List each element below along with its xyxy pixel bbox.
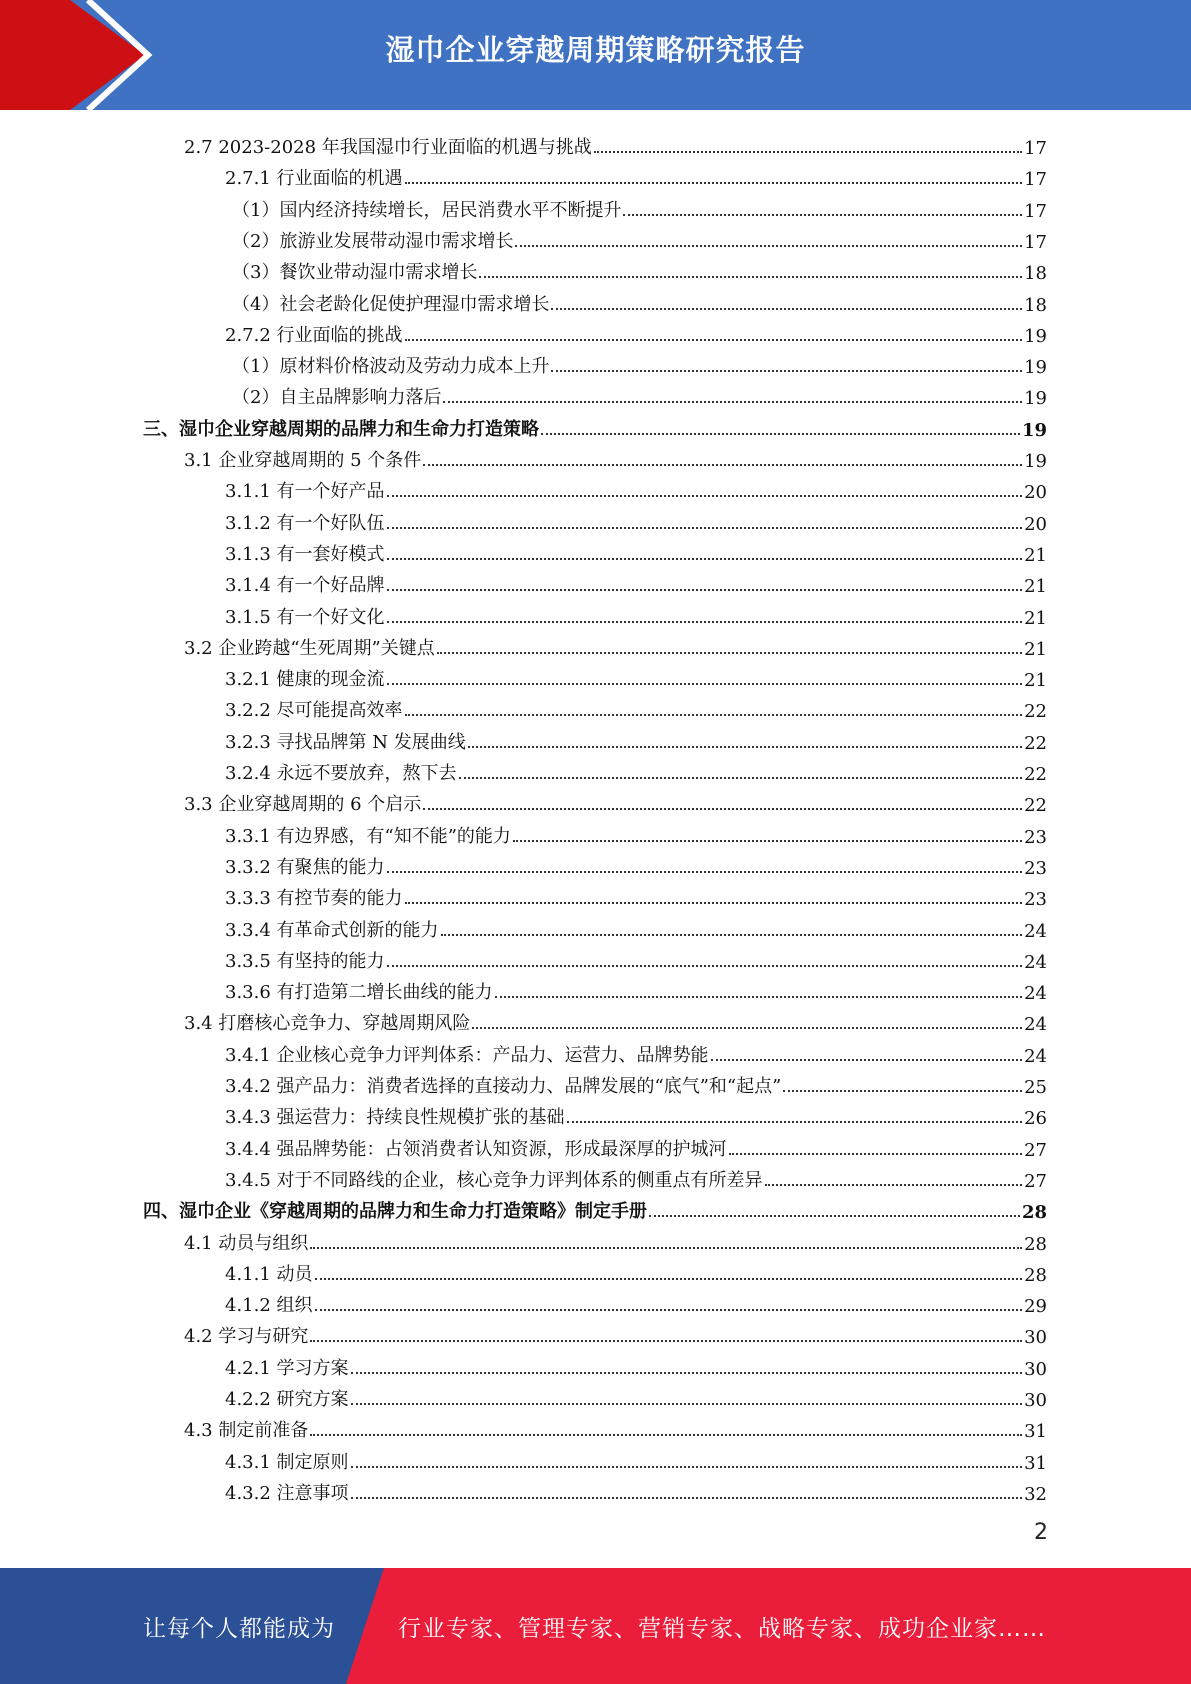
toc-entry-page: 17 [1024, 138, 1047, 159]
toc-dot-leader [551, 308, 1022, 310]
toc-entry-title: 3.2 企业跨越“生死周期”关键点 [184, 637, 435, 659]
toc-entry[interactable] [184, 128, 1047, 159]
toc-entry[interactable] [225, 911, 1047, 942]
toc-entry-title: （1）原材料价格波动及劳动力成本上升 [232, 356, 550, 378]
toc-entry-page: 17 [1024, 169, 1047, 191]
toc-entry-title: 4.3 制定前准备 [184, 1420, 309, 1442]
toc-entry-title: 3.1.1 有一个好产品 [225, 481, 385, 503]
toc-dot-leader [495, 996, 1023, 998]
toc-entry-page: 24 [1024, 951, 1047, 973]
toc-entry-title: 3.4.3 强运营力：持续良性规模扩张的基础 [225, 1107, 565, 1129]
toc-entry-page: 30 [1024, 1358, 1047, 1380]
toc-dot-leader [729, 1153, 1023, 1155]
toc-entry-page: 21 [1024, 607, 1047, 629]
toc-entry[interactable] [184, 1411, 1047, 1442]
toc-entry[interactable] [225, 504, 1047, 535]
toc-dot-leader [387, 965, 1023, 967]
toc-entry[interactable] [225, 1067, 1047, 1098]
toc-entry[interactable] [225, 1380, 1047, 1411]
toc-entry[interactable] [184, 1317, 1047, 1348]
toc-entry[interactable] [225, 566, 1047, 597]
toc-entry[interactable] [184, 1224, 1047, 1255]
toc-entry[interactable] [225, 535, 1047, 566]
toc-dot-leader [387, 527, 1023, 529]
toc-entry[interactable] [225, 1349, 1047, 1380]
toc-entry-page: 22 [1024, 795, 1047, 817]
toc-entry[interactable] [225, 848, 1047, 879]
report-title: 湿巾企业穿越周期策略研究报告 [385, 33, 806, 67]
toc-entry-page: 17 [1024, 231, 1047, 253]
toc-entry-page: 19 [1024, 357, 1047, 379]
header-banner [0, 0, 1191, 110]
toc-entry-page: 24 [1024, 983, 1047, 1005]
toc-entry-page: 27 [1024, 1139, 1047, 1161]
toc-entry-page: 28 [1024, 1264, 1047, 1286]
toc-dot-leader [387, 621, 1023, 623]
toc-entry[interactable] [184, 1004, 1047, 1035]
toc-entry-title: 3.1 企业穿越周期的 5 个条件 [184, 450, 422, 471]
toc-entry-page: 29 [1024, 1296, 1047, 1318]
toc-entry-title: 3.3 企业穿越周期的 6 个启示 [184, 794, 422, 816]
toc-entry-title: 4.3.1 制定原则 [225, 1451, 349, 1473]
toc-dot-leader [405, 339, 1023, 341]
toc-dot-leader [711, 1059, 1023, 1061]
toc-entry-page: 23 [1024, 857, 1047, 879]
toc-entry[interactable] [232, 222, 1047, 253]
toc-entry-page: 20 [1024, 513, 1047, 535]
toc-entry-page: 31 [1024, 1421, 1047, 1443]
toc-entry-page: 26 [1024, 1108, 1047, 1130]
toc-entry-page: 18 [1024, 263, 1047, 285]
toc-dot-leader [594, 151, 1022, 153]
toc-entry[interactable] [232, 378, 1047, 409]
toc-entry-title: 4.1 动员与组织 [184, 1232, 309, 1254]
toc-entry[interactable] [184, 785, 1047, 816]
toc-entry-page: 23 [1024, 826, 1047, 848]
toc-entry[interactable] [225, 598, 1047, 629]
toc-entry-page: 22 [1024, 764, 1047, 785]
toc-entry-title: 3.3.3 有控节奏的能力 [225, 888, 403, 910]
toc-dot-leader [387, 683, 1023, 685]
toc-dot-leader [351, 1497, 1023, 1499]
toc-dot-leader [472, 1027, 1022, 1029]
toc-dot-leader [783, 1090, 1022, 1092]
toc-entry-title: （4）社会老龄化促使护理湿巾需求增长 [232, 293, 550, 315]
toc-entry-page: 19 [1024, 388, 1047, 410]
toc-entry-title: 3.3.6 有打造第二增长曲线的能力 [225, 982, 493, 1004]
toc-dot-leader [405, 182, 1023, 184]
toc-entry[interactable] [225, 879, 1047, 910]
toc-entry[interactable] [225, 1255, 1047, 1286]
toc-dot-leader [623, 214, 1022, 216]
toc-entry-title: 3.2.3 寻找品牌第 N 发展曲线 [225, 731, 466, 753]
toc-entry-page: 18 [1024, 294, 1047, 316]
toc-dot-leader [513, 840, 1022, 842]
toc-entry-page: 17 [1024, 200, 1047, 222]
toc-entry[interactable] [225, 1098, 1047, 1129]
toc-entry-title: 3.4.1 企业核心竞争力评判体系：产品力、运营力、品牌势能 [225, 1044, 709, 1066]
toc-dot-leader [387, 871, 1023, 873]
toc-dot-leader [541, 433, 1020, 435]
toc-entry-page: 23 [1024, 889, 1047, 911]
toc-entry-title: 3.4.5 对于不同路线的企业，核心竞争力评判体系的侧重点有所差异 [225, 1169, 763, 1191]
toc-entry[interactable] [225, 1161, 1047, 1192]
toc-entry[interactable] [225, 942, 1047, 973]
toc-entry[interactable] [225, 723, 1047, 754]
toc-entry-title: 3.3.5 有坚持的能力 [225, 950, 385, 972]
toc-dot-leader [515, 245, 1022, 247]
toc-entry[interactable] [143, 1192, 1047, 1223]
toc-entry[interactable] [232, 253, 1047, 284]
footer-tagline: 行业专家、管理专家、营销专家、战略专家、成功企业家…… [398, 1616, 1046, 1642]
toc-entry-title: 3.1.2 有一个好队伍 [225, 512, 385, 534]
toc-entry-title: 4.2.2 研究方案 [225, 1389, 349, 1410]
toc-entry-title: 3.2.1 健康的现金流 [225, 669, 385, 691]
toc-entry-page: 21 [1024, 638, 1047, 660]
toc-entry-title: （3）餐饮业带动湿巾需求增长 [232, 262, 478, 284]
toc-entry-page: 24 [1024, 1014, 1047, 1036]
toc-dot-leader [351, 1466, 1023, 1468]
toc-entry-page: 20 [1024, 482, 1047, 504]
toc-dot-leader [423, 464, 1022, 466]
toc-entry-title: 4.3.2 注意事项 [225, 1482, 349, 1504]
toc-entry[interactable] [225, 159, 1047, 190]
toc-entry[interactable] [225, 660, 1047, 691]
toc-dot-leader [351, 1372, 1023, 1374]
toc-entry-title: 4.2 学习与研究 [184, 1326, 309, 1348]
toc-entry[interactable] [225, 472, 1047, 503]
toc-dot-leader [468, 746, 1022, 748]
toc-entry-title: 3.2.4 永远不要放弃，熬下去 [225, 763, 457, 784]
toc-entry[interactable] [225, 754, 1047, 785]
toc-entry[interactable] [225, 817, 1047, 848]
toc-entry-page: 21 [1024, 576, 1047, 598]
toc-dot-leader [459, 777, 1023, 779]
toc-entry[interactable] [184, 629, 1047, 660]
toc-entry-title: 4.1.2 组织 [225, 1295, 313, 1317]
toc-entry[interactable] [225, 1130, 1047, 1161]
toc-dot-leader [479, 276, 1022, 278]
toc-entry-page: 19 [1024, 325, 1047, 347]
page-number: 2 [1034, 1520, 1048, 1545]
toc-entry-page: 24 [1024, 920, 1047, 942]
toc-entry-page: 21 [1024, 670, 1047, 692]
toc-entry-page: 19 [1021, 419, 1047, 441]
toc-entry[interactable] [184, 441, 1047, 472]
toc-entry-title: 2.7.2 行业面临的挑战 [225, 324, 403, 346]
toc-entry-page: 31 [1024, 1452, 1047, 1474]
toc-dot-leader [310, 1247, 1022, 1249]
toc-entry[interactable] [225, 973, 1047, 1004]
toc-entry-title: （2）旅游业发展带动湿巾需求增长 [232, 230, 514, 252]
footer-slogan: 让每个人都能成为 [143, 1616, 335, 1642]
toc-entry-title: 4.2.1 学习方案 [225, 1357, 349, 1379]
toc-dot-leader [649, 1215, 1020, 1217]
toc-dot-leader [765, 1184, 1023, 1186]
toc-entry-page: 28 [1021, 1202, 1047, 1224]
toc-entry-title: 3.1.3 有一套好模式 [225, 543, 385, 565]
toc-entry-page: 30 [1024, 1390, 1047, 1411]
toc-dot-leader [315, 1309, 1023, 1311]
toc-dot-leader [387, 495, 1023, 497]
toc-entry-page: 32 [1024, 1483, 1047, 1505]
toc-entry-title: 3.1.5 有一个好文化 [225, 606, 385, 628]
toc-entry[interactable] [232, 285, 1047, 316]
toc-entry-title: 3.3.2 有聚焦的能力 [225, 856, 385, 878]
toc-entry[interactable] [225, 1443, 1047, 1474]
toc-entry-page: 22 [1024, 732, 1047, 754]
toc-entry[interactable] [232, 191, 1047, 222]
toc-entry-page: 27 [1024, 1170, 1047, 1192]
toc-dot-leader [387, 589, 1023, 591]
toc-entry[interactable] [143, 410, 1047, 441]
toc-entry-title: （2）自主品牌影响力落后 [232, 387, 442, 409]
toc-entry[interactable] [232, 347, 1047, 378]
toc-entry-title: 2.7 2023-2028 年我国湿巾行业面临的机遇与挑战 [184, 137, 592, 158]
toc-dot-leader [351, 1403, 1023, 1405]
toc-dot-leader [437, 652, 1022, 654]
toc-entry-title: 3.4 打磨核心竞争力、穿越周期风险 [184, 1013, 471, 1035]
toc-dot-leader [441, 934, 1023, 936]
toc-entry-page: 24 [1024, 1045, 1047, 1067]
toc-dot-leader [551, 370, 1022, 372]
toc-entry-page: 25 [1024, 1077, 1047, 1098]
toc-entry[interactable] [225, 316, 1047, 347]
toc-entry-page: 30 [1024, 1327, 1047, 1349]
toc-dot-leader [423, 808, 1022, 810]
toc-entry-title: 3.3.1 有边界感，有“知不能”的能力 [225, 825, 511, 847]
toc-entry-page: 19 [1024, 451, 1047, 472]
toc-entry-title: 三、湿巾企业穿越周期的品牌力和生命力打造策略 [143, 418, 539, 440]
toc-entry[interactable] [225, 1474, 1047, 1505]
toc-dot-leader [443, 401, 1022, 403]
toc-entry-title: 2.7.1 行业面临的机遇 [225, 168, 403, 190]
toc-entry-title: 四、湿巾企业《穿越周期的品牌力和生命力打造策略》制定手册 [143, 1201, 647, 1223]
toc-entry-page: 22 [1024, 701, 1047, 723]
toc-dot-leader [387, 558, 1023, 560]
toc-entry-title: 4.1.1 动员 [225, 1263, 313, 1285]
toc-entry-title: 3.4.4 强品牌势能：占领消费者认知资源，形成最深厚的护城河 [225, 1138, 727, 1160]
toc-dot-leader [310, 1434, 1022, 1436]
toc-entry-title: （1）国内经济持续增长，居民消费水平不断提升 [232, 199, 622, 221]
toc-entry-page: 28 [1024, 1233, 1047, 1255]
toc-entry[interactable] [225, 1036, 1047, 1067]
toc-dot-leader [567, 1121, 1023, 1123]
toc-dot-leader [405, 714, 1023, 716]
toc-entry-title: 3.4.2 强产品力：消费者选择的直接动力、品牌发展的“底气”和“起点” [225, 1076, 782, 1097]
toc-entry-title: 3.2.2 尽可能提高效率 [225, 700, 403, 722]
toc-entry-title: 3.3.4 有革命式创新的能力 [225, 919, 439, 941]
toc-dot-leader [405, 902, 1023, 904]
toc-dot-leader [315, 1278, 1023, 1280]
toc-entry-title: 3.1.4 有一个好品牌 [225, 575, 385, 597]
toc-entry-page: 21 [1024, 544, 1047, 566]
toc-dot-leader [310, 1340, 1022, 1342]
toc-entry[interactable] [225, 1286, 1047, 1317]
toc-entry[interactable] [225, 691, 1047, 722]
